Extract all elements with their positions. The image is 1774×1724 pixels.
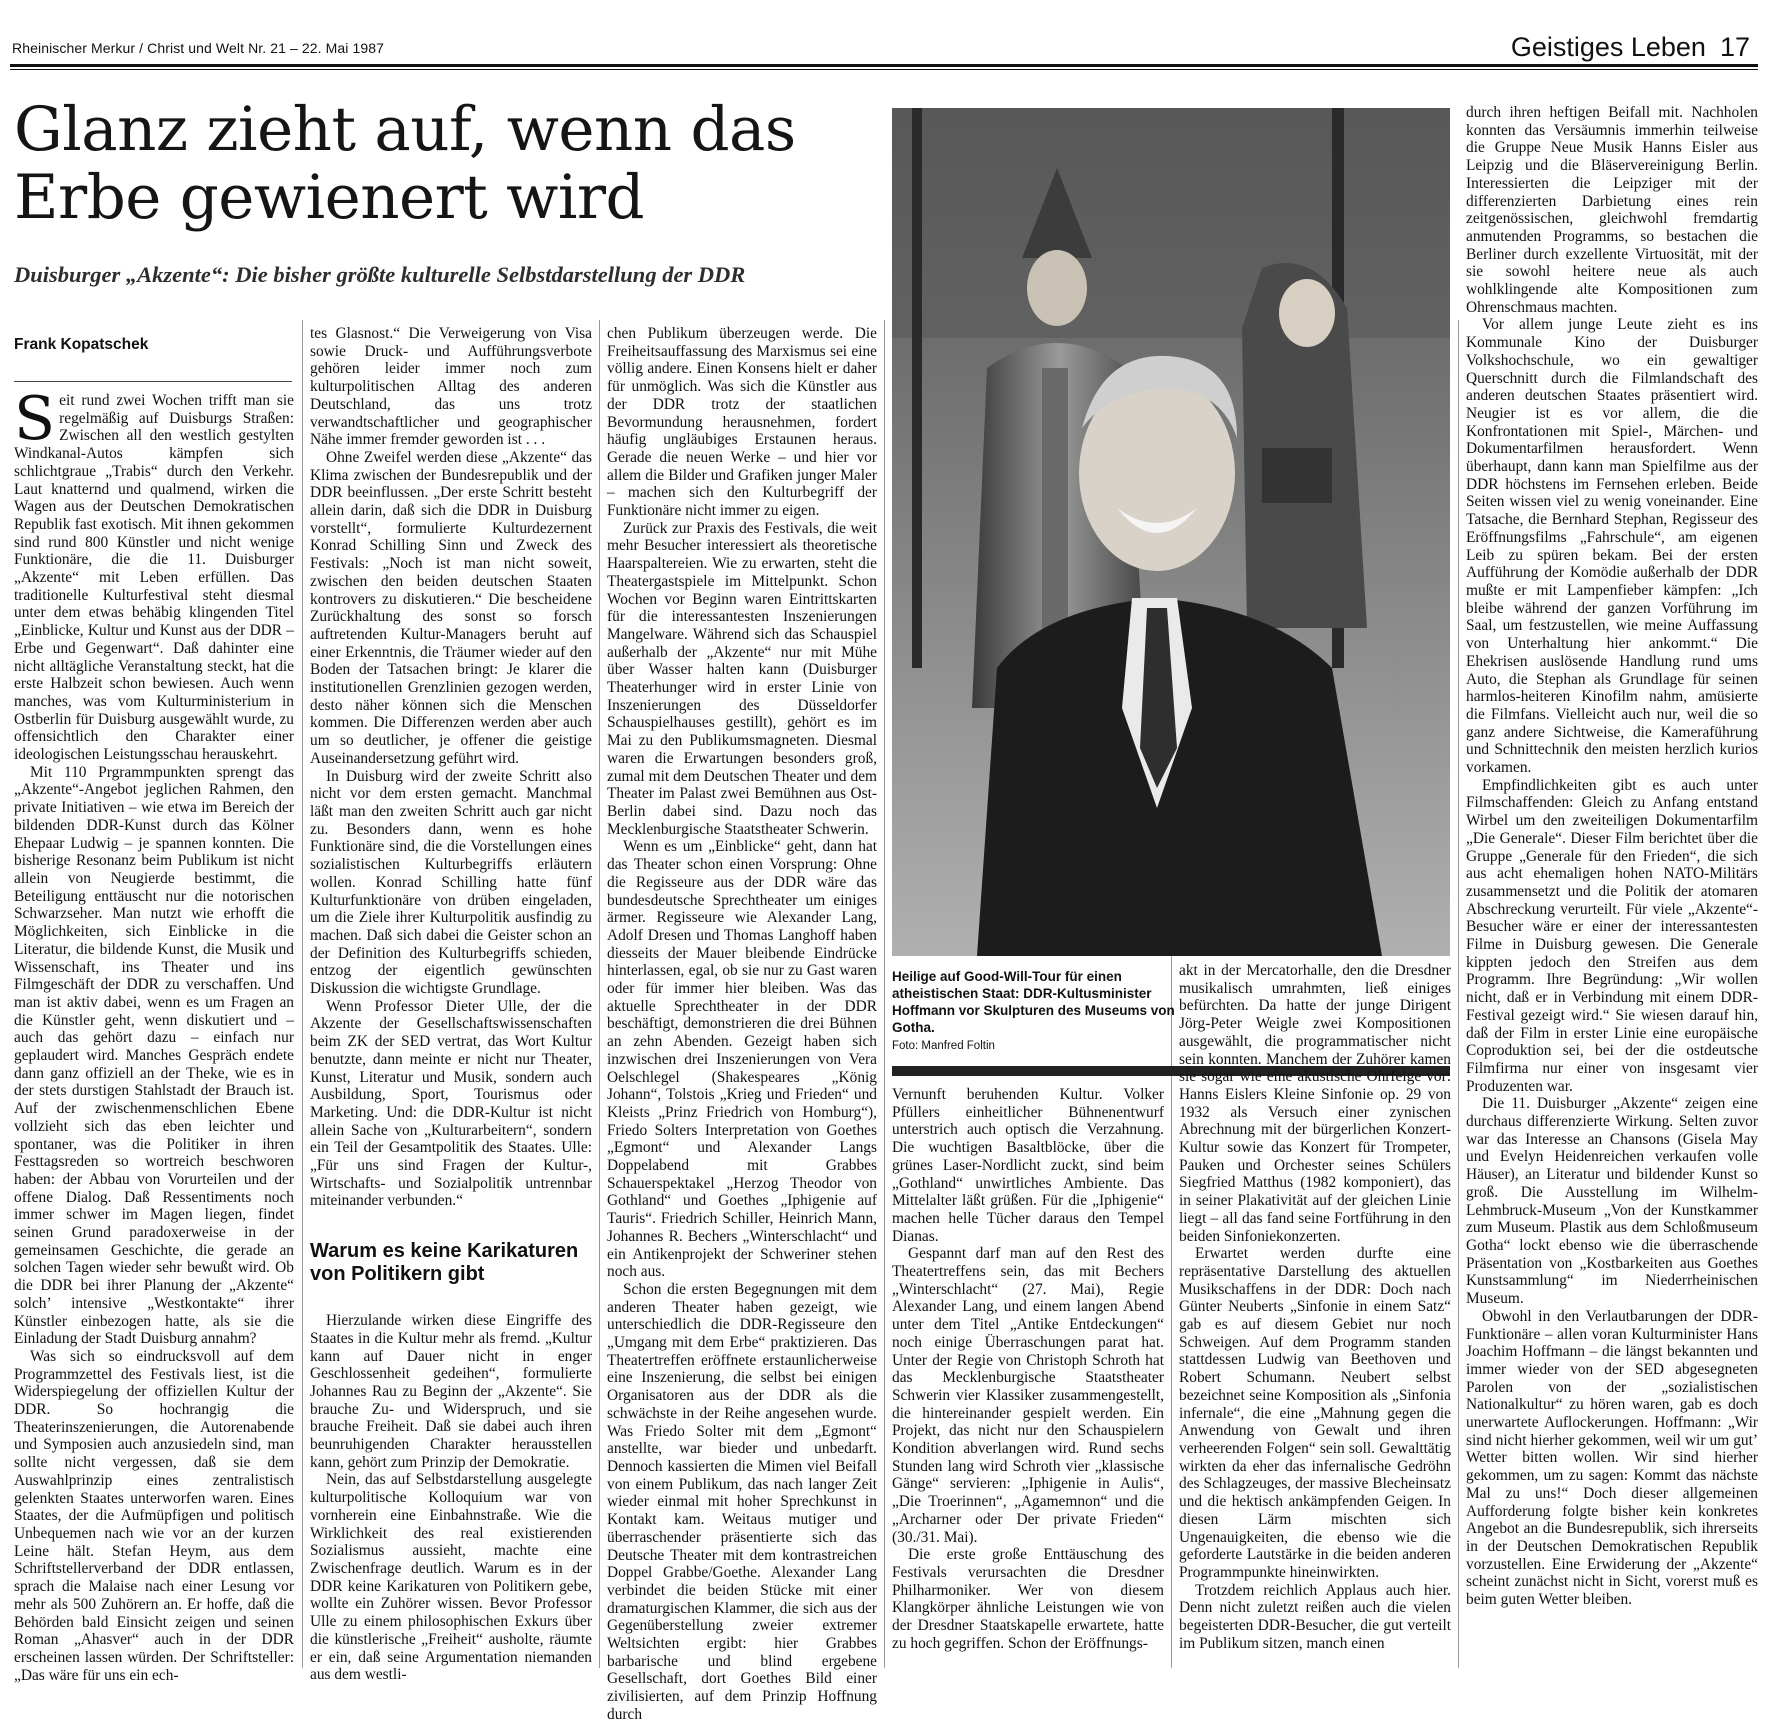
drop-cap: S (14, 384, 56, 454)
paragraph: Trotzdem reichlich Applaus auch hier. Denn nicht zuletzt reißen auch die vielen begeisterten DDR-Besucher, die gut verteilt im Publikum sitzen, manch einen (1179, 1581, 1451, 1652)
byline: Frank Kopatschek (14, 336, 149, 353)
header-rule-thin (10, 69, 1758, 70)
article-column-6 (1466, 104, 1758, 1668)
paragraph: Obwohl in den Verlautbarungen der DDR-Funktionäre – allen voran Kulturminister Hans Joachim Hoffmann – die längst bekannten und immer wieder von der SED abgesegneten Parolen von der „sozialistischen Nationalkultur“ zu hören waren, gab es doch unerwartete Auflockerungen. Hoffmann: „Wir sind nicht hierher gekommen, weil wir um gut’ Wetter bitten wollen. Wir sind hierher gekommen, um zu sagen: Kommt das nächste Mal zu uns!“ Doch dieser allgemeinen Aufforderung folgte bisher kein konkretes Angebot an die Bundesrepublik, sich ihrerseits in der Deutschen Demokratischen Republik vorzustellen. Eine Erwiderung der „Akzente“ scheint zunächst nicht in Sicht, vorerst muß es beim guten Wetter bleiben. (1466, 1307, 1758, 1609)
paragraph: Wenn Professor Dieter Ulle, der die Akzente der Gesellschaftswissenschaften beim ZK der SED vertrat, das Wort Kultur benutzte, dann meinte er nicht nur Theater, Kunst, Literatur und Musik, sondern auch Ausbildung, Sport, Tourismus oder Marketing. Und: die DDR-Kultur ist nicht allein Sache von „Kulturarbeitern“, sondern ein Teil der Gesamtpolitik des Staates. Ulle: „Für uns sind Fragen der Kultur-, Wirtschafts- und Sozialpolitik untrennbar miteinander verbunden.“ (310, 997, 592, 1210)
paragraph: Erwartet werden durfte eine repräsentative Darstellung des aktuellen Musikschaffens in der DDR: Doch nach Günter Neuberts „Sinfonie in einem Satz“ gab es auf diesem Gebiet nur noch Schweigen. Auf dem Programm standen stattdessen Ludwig van Beethoven und Robert Schumann. Neubert selbst bezeichnet seine Komposition als „Sinfonia infernale“, die eine „Mahnung gegen die Anwendung von Gewalt und ihren verheerenden Folgen“ sein soll. Gewalttätig wirkten da eher das infernalische Gedröhn des Schlagzeuges, der massive Blecheinsatz und die hektisch ankämpfenden Geigen. In diesen Lärm mischten sich Ungenauigkeiten, die ebenso wie die geforderte Lautstärke in die beiden anderen Programmpunkte hineinwirkten. (1179, 1245, 1451, 1581)
paragraph: durch ihren heftigen Beifall mit. Nachholen konnten das Versäumnis immerhin teilweise die Gruppe Neue Musik Hanns Eisler aus Leipzig und die Bläservereinigung Berlin. Interessierten die Leipziger mit der differenzierten Darbietung eines rein zeitgenössischen, gleichwohl fremdartig anmutenden Programms, so bestachen die Berliner durch exzellente Virtuosität, mit der sie sowohl heitere neue als auch wohlklingende alte Kompositionen zum Ohrenschmaus machten. (1466, 104, 1758, 316)
paragraph: Gespannt darf man auf den Rest des Theatertreffens sein, das mit Bechers „Winterschlacht“ (27. Mai), Regie Alexander Lang, und einem langen Abend unter dem Titel „Antike Entdeckungen“ noch einige Überraschungen parat hat. Unter der Regie von Christoph Schroth hat das Mecklenburgische Staatstheater Schwerin vier Klassiker zusammengestellt, die hintereinander gespielt werden. Ein Projekt, das nicht nur den Schauspielern Kondition abverlangen wird. Rund sechs Stunden lang wird Schroth vier „klassische Gänge“ servieren: „Iphigenie in Aulis“, „Die Troerinnen“, „Agamemnon“ und die „Archarner oder Der private Frieden“ (30./31. Mai). (892, 1245, 1164, 1546)
paragraph: akt in der Mercatorhalle, den die Dresdner musikalisch umrahmten, ließ einiges befürchten. Da hatte der junge Dirigent Jörg-Peter Weigle zwei Kompositionen ausgewählt, die programmatischer nicht sein konnten. Manchem der Zuhörer kamen sie sogar wie eine akustische Ohrfeige vor: Hanns Eislers Kleine Sinfonie op. 29 von 1932 als Versuch einer zynischen Abrechnung mit der bürgerlichen Konzert-Kultur sowie das Konzert für Trompeter, Pauken und Orchester seines Schülers Siegfried Matthus (1982 komponiert), das in seiner Plakativität auf der gleichen Linie liegt – all das fand seine Fortführung in den beiden Sinfoniekonzerten. (1179, 962, 1451, 1245)
photo-caption (892, 968, 1192, 1055)
section-header (1511, 32, 1750, 63)
photo-credit: Foto: Manfred Foltin (892, 1040, 995, 1052)
article-column-3 (607, 325, 877, 1723)
paragraph: Die erste große Enttäuschung des Festivals verursachten die Dresdner Philharmoniker. Wer von diesem Klangkörper ähnliche Leistungen wie von der Dresdner Staatskapelle erwartete, hatte zu hoch gegriffen. Schon der Eröffnungs- (892, 1546, 1164, 1652)
article-column-4 (892, 1086, 1164, 1668)
article-column-5 (1179, 962, 1451, 1668)
caption-text: Heilige auf Good-Will-Tour für einen atheistischen Staat: DDR-Kultusminister Hoffmann vor Skulpturen des Museums von Gotha. (892, 969, 1175, 1035)
paragraph: Was sich so eindrucksvoll auf dem Programmzettel des Festivals liest, ist die Widerspiegelung der offiziellen Kultur der DDR. So hochrangig die Theaterinszenierungen, die Autorenabende und Symposien auch anzusiedeln sind, man sollte nicht vergessen, daß sie dem Auswahlprinzip eines zentralistisch gelenkten Staates unterworfen waren. Eines Staates, der die Aufmüpfigen und politisch Unbequemen nach wie vor an der kurzen Leine hält. Stefan Heym, aus dem Schriftstellerverband der DDR entlassen, sprach die Malaise nach einer Lesung vor mehr als 500 Zuhörern an. Er hoffe, daß die Behörden bald Einsicht zeigen und seinen Roman „Ahasver“ auch in der DDR erscheinen lassen würden. Der Schriftsteller: „Das wäre für uns ein ech- (14, 1347, 294, 1684)
paragraph: Ohne Zweifel werden diese „Akzente“ das Klima zwischen der Bundesrepublik und der DDR beeinflussen. „Der erste Schritt besteht allein darin, daß sich die DDR in Duisburg vorstellt“, formulierte Kulturdezernent Konrad Schilling Sinn und Zweck des Festivals: „Noch ist man nicht soweit, zwischen den beiden deutschen Staaten kontrovers zu diskutieren.“ Die bescheidene Zurückhaltung des sonst so forsch auftretenden Kultur-Managers beruht auf einer Erkenntnis, die Träumer wieder auf den Boden der Tatsachen bringt: Je klarer die institutionellen Grenzlinien gezogen werden, desto näher können sich die Menschen kommen. Die Differenzen werden aber auch um so deutlicher, je offener die geistige Auseinandersetzung geführt wird. (310, 448, 592, 767)
paragraph: chen Publikum überzeugen werde. Die Freiheitsauffassung des Marxismus sei eine völlig andere. Einen Konsens hielt er daher für unmöglich. Was sich die Künstler aus der DDR trotz der staatlichen Bevormundung herausnehmen, fordert häufig ungläubiges Erstaunen heraus. Gerade die neuen Werke – und hier vor allem die Bilder und Grafiken junger Maler – machen sich den Kulturbegriff der Funktionäre nicht immer zu eigen. (607, 325, 877, 520)
column-divider (599, 320, 600, 1668)
paragraph: Wenn es um „Einblicke“ geht, dann hat das Theater schon einen Vorsprung: Ohne die Regisseure aus der DDR wäre das bundesdeutsche Sprechtheater um einiges ärmer. Regisseure wie Alexander Lang, Adolf Dresen und Thomas Langhoff haben diesseits der Mauer bleibende Eindrücke hinterlassen, egal, ob sie nur zu Gast waren oder für immer hier bleiben. Was das aktuelle Sprechtheater in der DDR beschäftigt, demonstrieren die drei Bühnen an zehn Abenden. Gezeigt haben sich inzwischen drei Inszenierungen von Vera Oelschlegel (Shakespeares „König Johann“, Tolstois „Krieg und Frieden“ und Kleists „Prinz Friedrich von Homburg“), Friedo Solters Interpretation von Goethes „Egmont“ und Alexander Langs Doppelabend mit Grabbes Schauerspektakel „Herzog Theodor von Gothland“ und Goethes „Iphigenie auf Tauris“. Friedrich Schiller, Heinrich Mann, Johannes R. Bechers „Winterschlacht“ und ein Antikenprojekt der Schweriner stehen noch aus. (607, 838, 877, 1281)
byline-rule (14, 381, 292, 382)
subheadline: Duisburger „Akzente“: Die bisher größte kulturelle Selbstdarstellung der DDR (14, 262, 746, 287)
paragraph: Schon die ersten Begegnungen mit dem anderen Theater haben gezeigt, wie unterschiedlich die DDR-Regisseure den „Umgang mit dem Erbe“ praktizieren. Das Theatertreffen eröffnete erstaunlicherweise eine Inszenierung, die selbst bei einigen Organisatoren aus der DDR als die schwächste in der Reihe angesehen wurde. Was Friedo Solter mit dem „Egmont“ anstellte, war bieder und unbedarft. Dennoch kassierten die Mimen viel Beifall von einem Publikum, das nach langer Zeit wieder einmal mit hoher Sprechkunst in Kontakt kam. Weitaus mutiger und überraschender präsentierte sich das Deutsche Theater mit dem kontrastreichen Doppel Grabbe/Goethe. Alexander Lang verbindet die beiden Stücke mit einer dramaturgischen Klammer, die sich aus der Gegenüberstellung zweier extremer Weltsichten ergibt: hier Grabbes barbarische und blind ergebene Gesellschaft, dort Goethes Bild einer zivilisierten, auf dem Prinzip Hoffnung durch (607, 1280, 877, 1723)
column-divider (884, 320, 885, 1668)
paragraph: eit rund zwei Wochen trifft man sie regelmäßig auf Duisburgs Straßen: Zwischen all den westlich gestylten Windkanal-Autos kämpfen sich schlichtgraue „Trabis“ durch den Verkehr. Laut knatternd und qualmend, wirken die Wagen aus der Deutschen Demokratischen Republik fast exotisch. Mit ihnen gekommen sind rund 800 Künstler und nicht wenige Funktionäre, die die 11. Duisburger „Akzente“ mit Leben erfüllen. Das traditionelle Kulturfestival steht diesmal unter dem etwas behäbig klingenden Titel „Einblicke, Kultur und Kunst aus der DDR – Erbe und Gegenwart“. Daß dahinter eine nicht alltägliche Veranstaltung steckt, hat die erste Halbzeit schon bewiesen. Auch wenn manches, was vom Kulturministerium in Ostberlin für Duisburg ausgewählt wurde, zu offensichtlich den Charakter einer ideologischen Leistungsschau herauskehrt. (14, 392, 294, 764)
paragraph: Nein, das auf Selbstdarstellung ausgelegte kulturpolitische Kolloquium war von vornherein eine Einbahnstraße. Wie die Wirklichkeit des real existierenden Sozialismus aussieht, machte eine Zwischenfrage deutlich. Warum es in der DDR keine Karikaturen von Politikern gebe, wollte ein Zuhörer wissen. Bevor Professor Ulle zu einem philosophischen Exkurs über die künstlerische „Freiheit“ ausholte, räumte er ein, daß seine Argumentation niemanden aus dem westli- (310, 1471, 592, 1684)
paragraph: Hierzulande wirken diese Eingriffe des Staates in die Kultur mehr als fremd. „Kultur kann auf Dauer nicht in enger Geschlossenheit gedeihen“, formulierte Johannes Rau zu Beginn der „Akzente“. Sie brauche Zu- und Widerspruch, und sie brauche Freiheit. Daß sie dabei auch ihren beunruhigenden Charakter herausstellen kann, gehört zum Prinzip der Demokratie. (310, 1312, 592, 1471)
paragraph: In Duisburg wird der zweite Schritt also nicht vor dem ersten gemacht. Manchmal läßt man den zweiten Schritt auch gar nicht zu. Besonders dann, wenn es hohe Funktionäre sind, die die Vorstellungen eines sozialistischen Kulturbegriffs erläutern wollen. Konrad Schilling hatte fünf Kulturfunktionäre von drüben eingeladen, um die Ziele ihrer Kulturpolitik ausfindig zu machen. Daß sich dabei die Geister schon an der Definition des Kulturbegriffs schieden, entzog der eigentlich gewünschten Diskussion die wichtigste Grundlage. (310, 767, 592, 998)
intertitle: Warum es keine Karikaturen von Politikern gibt (310, 1240, 579, 1286)
page-number: 17 (1719, 32, 1750, 62)
column-divider (1458, 320, 1459, 1668)
news-photo (892, 108, 1450, 956)
article-column-1 (14, 384, 294, 1684)
paragraph: Mit 110 Prgrammpunkten sprengt das „Akzente“-Angebot jeglichen Rahmen, den private Initiativen – wie etwa im Bereich der bildenden DDR-Kunst durch das Kölner Ehepaar Ludwig – je spannen konnten. Die bisherige Resonanz beim Publikum ist nicht allein von Neugierde bestimmt, die Beteiligung enttäuscht nur die notorischen Schwarzseher. Man nutzt wie erhofft die Möglichkeiten, sich Einblicke in die Literatur, die bildende Kunst, die Musik und Wissenschaft, ins Theater und ins Filmgeschäft der DDR zu verschaffen. Und man ist aktiv dabei, wenn es um Fragen an die Künstler geht, wenn diskutiert und – auch das gehört dazu – einfach nur geplaudert wird. Manches Gespräch endete dann ganz offiziell an der Theke, wie es in der stets durstigen Stahlstadt der Brauch ist. Auf der zwischenmenschlichen Ebene vollzieht sich das eben leichter und spontaner, was die Politiker in ihren Festtagsreden so wortreich beschworen haben: der Abbau von Vorurteilen und der offene Dialog. Daß Ressentiments noch immer schwer im Magen liegen, findet seinen Grund paradoxerweise in der gemeinsamen Geschichte, die gerade an solchen Tagen wieder sehr bewußt wird. Ob die DDR bei ihrer Planung der „Akzente“ solch’ intensive „Westkontakte“ ihrer Künstler einbezogen hatte, als sie die Einladung der Stadt Duisburg annahm? (14, 763, 294, 1348)
article-column-2 (310, 325, 592, 1684)
column-divider (302, 320, 303, 1668)
paragraph: Die 11. Duisburger „Akzente“ zeigen eine durchaus differenzierte Wirkung. Selten zuvor war das Interesse an Chansons (Gisela May und Evelyn Heidenreichen verkaufen volle Häuser), an Literatur und bildender Kunst so groß. Die Ausstellung im Wilhelm-Lehmbruck-Museum „Von der Kunstkammer zum Museum. Plastik aus dem Schloßmuseum Gotha“ lockt ebenso wie die überraschende Präsentation von „Kostbarkeiten aus Goethes Kunstsammlung“ im Niederrheinischen Museum. (1466, 1095, 1758, 1308)
paragraph: Vor allem junge Leute zieht es ins Kommunale Kino der Duisburger Volkshochschule, wo ein gewaltiger Querschnitt durch die Filmlandschaft des anderen deutschen Staates präsentiert wird. Neugier ist es vor allem, die die Konfrontationen mit Spiel-, Märchen- und Dokumentarfilmen herausfordert. Wenn überhaupt, dann kann man Spielfilme aus der DDR höchstens im Fernsehen erleben. Beide Seiten wissen viel zu wenig voneinander. Eine Tatsache, die Bernhard Stephan, Regisseur des Eröffnungsfilms „Fahrschule“, am eigenen Leib zu spüren bekam. Bei der ersten Aufführung der Komödie außerhalb der DDR mußte er mit Lampenfieber kämpfen: „Ich bleibe während der ganzen Vorführung im Saal, um festzustellen, wie meine Auffassung von Unterhaltung hier ankommt.“ Die Ehekrisen auslösende Handlung rund ums Auto, die Stephan als Grundlage für seinen harmlos-heiteren Kinofilm nahm, amüsierte die Filmfans. Vielleicht auch nur, weil die so ganz andere Sichtweise, die Kameraführung und Schnittechnik den meisten herzlich kurios vorkamen. (1466, 316, 1758, 777)
photo-illustration (892, 108, 1450, 956)
paragraph: Vernunft beruhenden Kultur. Volker Pfüllers einheitlicher Bühnenentwurf unterstrich auch optisch die Verzahnung. Die wuchtigen Basaltblöcke, über die grünes Laser-Nordlicht zuckt, sind beim „Gothland“ unwirtliches Ambiente. Das Mittelalter läßt grüßen. Für die „Iphigenie“ machen helle Tücher daraus den Tempel Dianas. (892, 1086, 1164, 1245)
paragraph: Empfindlichkeiten gibt es auch unter Filmschaffenden: Gleich zu Anfang entstand Wirbel um den zweiteiligen Dokumentarfilm „Die Generale“. Dieser Film berichtet über die Gruppe „Generale für den Frieden“, die sich aus acht ehemaligen hohen NATO-Militärs zusammensetzt und die Politik der atomaren Abschreckung verurteilt. Für viele „Akzente“-Besucher wäre er einer der interessantesten Filme in Duisburg gewesen. Die Generale kippten jedoch den Streifen aus dem Programm. Ihre Begründung: „Wir wollen nicht, daß er in Verbindung mit einem DDR-Festival gezeigt wird.“ Sie wiesen darauf hin, daß der Film in erster Linie eine europäische Coproduktion sei, bei der die ostdeutsche Filmfirma nur einer von insgesamt vier Produzenten war. (1466, 776, 1758, 1095)
column-divider (1171, 956, 1172, 1668)
section-title: Geistiges Leben (1510, 32, 1706, 62)
header-rule (10, 64, 1758, 67)
paragraph: Zurück zur Praxis des Festivals, die weit mehr Besucher interessiert als theoretische Haarspaltereien. Wie zu erwarten, steht die Theatergastspiele im Mittelpunkt. Schon Wochen vor Beginn waren Eintrittskarten für die interessantesten Inszenierungen Mangelware. Während sich das Schauspiel außerhalb der „Akzente“ nur mit Mühe über Wasser halten kann (Duisburger Theaterhunger wird in erster Linie von Inszenierungen des Düsseldorfer Schauspielhauses gestillt), gehört es im Mai zu den Publikumsmagneten. Diesmal waren die Erwartungen besonders groß, zumal mit dem Deutschen Theater und dem Theater im Palast zwei Bemühnen aus Ost-Berlin dabei sind. Dazu noch das Mecklenburgische Staatstheater Schwerin. (607, 519, 877, 838)
paragraph: tes Glasnost.“ Die Verweigerung von Visa sowie Druck- und Aufführungsverbote gehören leider immer noch zum kulturpolitischen Alltag des anderen Deutschland, das uns trotz verwandtschaftlicher und geographischer Nähe immer fremder geworden ist . . . (310, 325, 592, 449)
masthead-dateline: Rheinischer Merkur / Christ und Welt Nr. 21 – 22. Mai 1987 (12, 40, 385, 56)
headline: Glanz zieht auf, wenn das Erbe gewienert wird (14, 94, 796, 233)
